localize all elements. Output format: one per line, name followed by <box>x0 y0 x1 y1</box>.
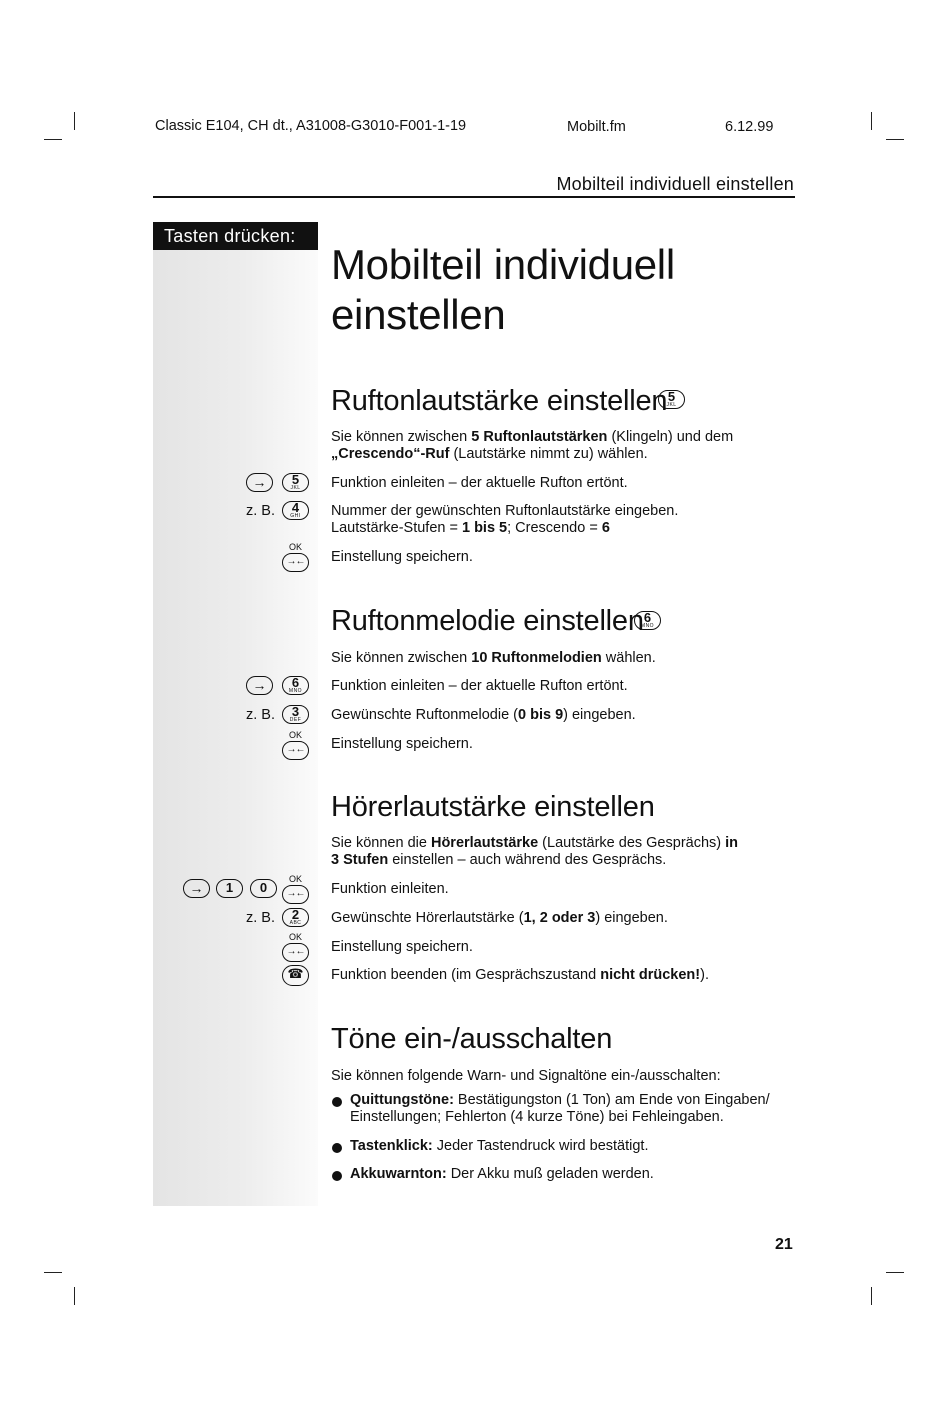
section1-step1: Funktion einleiten – der aktuelle Rufton ertönt. <box>331 475 628 491</box>
key-digit: 6 <box>643 610 652 625</box>
header-date: 6.12.99 <box>725 119 774 135</box>
text-bold: Hörerlautstärke <box>430 835 539 851</box>
text-bold: 6 <box>601 520 610 536</box>
section2-step1: Funktion einleiten – der aktuelle Rufton ertönt. <box>331 678 628 694</box>
text-bold: 5 Ruftonlautstärken <box>471 429 608 445</box>
section-heading-text: Ruftonlautstärke einstellen <box>331 385 668 417</box>
text: Funktion beenden (im Gesprächszustand <box>331 967 601 983</box>
list-item-term: Quittungstöne: <box>350 1092 454 1108</box>
ok-key-body <box>282 553 309 572</box>
section1-intro <box>331 429 791 463</box>
sidebar-label: Tasten drücken: <box>153 222 318 250</box>
section-heading-toene <box>331 1022 612 1056</box>
key-5-icon <box>658 390 685 409</box>
text: (Lautstärke des Gesprächs) <box>538 835 726 851</box>
ok-label: OK <box>288 932 302 942</box>
menu-arrow-key-icon <box>183 879 210 898</box>
text-bold: 0 bis 9 <box>518 707 564 723</box>
text: wählen. <box>601 650 656 666</box>
text-bold: 1 bis 5 <box>461 520 508 536</box>
section-heading-ruftonlautstaerke <box>331 384 667 418</box>
section-heading-text: Töne ein-/ausschalten <box>331 1023 613 1055</box>
key-letters: MNO <box>640 623 655 629</box>
text: ) eingeben. <box>595 910 668 926</box>
ok-label: OK <box>288 874 302 884</box>
bullet-icon <box>332 1143 342 1153</box>
text-bold: nicht drücken! <box>600 967 701 983</box>
key-digit: 6 <box>291 675 300 690</box>
ok-key-icon <box>282 932 309 962</box>
menu-arrow-key-icon <box>246 473 273 492</box>
text-bold: 10 Ruftonmelodien <box>471 650 602 666</box>
menu-arrow-key-icon <box>246 676 273 695</box>
page-title-line2: einstellen <box>331 291 506 338</box>
list-item-text: Jeder Tastendruck wird bestätigt. <box>432 1138 649 1154</box>
ok-key-body <box>282 885 309 904</box>
header-document-id: Classic E104, CH dt., A31008-G3010-F001-1-19 <box>155 118 467 134</box>
section-heading-text: Hörerlautstärke einstellen <box>331 791 655 823</box>
text: (Lautstärke nimmt zu) wählen. <box>449 446 648 462</box>
ok-key-body <box>282 741 309 760</box>
list-item <box>350 1166 795 1183</box>
crop-mark <box>44 1272 62 1273</box>
key-digit: 2 <box>291 907 300 922</box>
header-rule <box>153 196 795 198</box>
ok-key-icon <box>282 542 309 572</box>
key-symbol: →← <box>286 946 305 957</box>
text: ). <box>700 967 709 983</box>
section2-step2 <box>331 707 791 724</box>
text: Gewünschte Ruftonmelodie ( <box>331 707 518 723</box>
text-bold: „Crescendo“-Ruf <box>331 446 450 462</box>
list-item-text: Einstellungen; Fehlerton (4 kurze Töne) bei Fehleingaben. <box>350 1109 724 1125</box>
key-letters: JKL <box>290 485 301 491</box>
key-symbol: → <box>252 474 267 490</box>
ok-key-icon <box>282 874 309 904</box>
text-bold: 1, 2 oder 3 <box>523 910 596 926</box>
crop-mark <box>886 1272 904 1273</box>
crop-mark <box>871 1287 872 1305</box>
key-symbol: →← <box>286 556 305 567</box>
section3-step1: Funktion einleiten. <box>331 881 449 897</box>
key-6-icon <box>634 611 661 630</box>
bullet-icon <box>332 1171 342 1181</box>
key-0-icon <box>250 879 277 898</box>
key-digit: 5 <box>291 472 300 487</box>
list-item-text: Der Akku muß geladen werden. <box>446 1166 654 1182</box>
list-item-term: Tastenklick: <box>350 1138 433 1154</box>
ok-key-icon <box>282 730 309 760</box>
key-2-icon <box>282 908 309 927</box>
page-title-line1: Mobilteil individuell <box>331 241 675 288</box>
section1-step2 <box>331 503 791 537</box>
text-bold: in <box>725 835 739 851</box>
header-filename: Mobilt.fm <box>567 119 626 135</box>
section3-step4 <box>331 967 791 984</box>
example-label: z. B. <box>246 503 276 519</box>
crop-mark <box>871 112 872 130</box>
text: Nummer der gewünschten Ruftonlautstärke eingeben. <box>331 503 679 519</box>
key-4-icon <box>282 501 309 520</box>
bullet-icon <box>332 1097 342 1107</box>
section2-intro <box>331 650 791 667</box>
key-1-icon <box>216 879 243 898</box>
crop-mark <box>74 112 75 130</box>
example-label: z. B. <box>246 707 276 723</box>
section-heading-ruftonmelodie <box>331 604 644 638</box>
key-letters: DEF <box>289 717 302 723</box>
key-letters: MNO <box>288 688 303 694</box>
text: (Klingeln) und dem <box>607 429 734 445</box>
section3-step2 <box>331 910 791 927</box>
text: Sie können zwischen <box>331 429 472 445</box>
text: Sie können zwischen <box>331 650 472 666</box>
key-3-icon <box>282 705 309 724</box>
key-symbol: → <box>189 880 204 896</box>
section-heading-hoererlautstaerke <box>331 790 655 824</box>
section3-step3: Einstellung speichern. <box>331 939 473 955</box>
page-number: 21 <box>775 1236 793 1253</box>
key-digit: 5 <box>667 389 676 404</box>
text-bold: 3 Stufen <box>331 852 389 868</box>
list-item <box>350 1092 795 1126</box>
ok-key-body <box>282 943 309 962</box>
key-symbol: → <box>252 677 267 693</box>
section1-step3: Einstellung speichern. <box>331 549 473 565</box>
example-label: z. B. <box>246 910 276 926</box>
section2-step3: Einstellung speichern. <box>331 736 473 752</box>
key-digit: 4 <box>291 500 300 515</box>
key-6-icon <box>282 676 309 695</box>
section4-intro: Sie können folgende Warn- und Signaltöne ein-/ausschalten: <box>331 1068 721 1084</box>
key-digit: 0 <box>259 880 268 895</box>
text: Gewünschte Hörerlautstärke ( <box>331 910 524 926</box>
end-call-key-icon <box>282 965 309 986</box>
key-letters: ABC <box>289 920 302 926</box>
list-item <box>350 1138 795 1155</box>
crop-mark <box>44 139 62 140</box>
section3-intro <box>331 835 791 869</box>
key-letters: GHI <box>290 513 301 519</box>
text: Sie können die <box>331 835 431 851</box>
key-symbol: ☎ <box>287 966 304 981</box>
text: ; Crescendo = <box>507 520 602 536</box>
section-heading-text: Ruftonmelodie einstellen <box>331 605 644 637</box>
text: Lautstärke-Stufen = <box>331 520 462 536</box>
ok-label: OK <box>288 542 302 552</box>
key-symbol: →← <box>286 888 305 899</box>
key-digit: 1 <box>225 880 234 895</box>
text: einstellen – auch während des Gesprächs. <box>388 852 667 868</box>
key-digit: 3 <box>291 704 300 719</box>
text: ) eingeben. <box>563 707 636 723</box>
crop-mark <box>886 139 904 140</box>
running-title: Mobilteil individuell einstellen <box>556 174 794 194</box>
list-item-text: Bestätigungston (1 Ton) am Ende von Eingaben/ <box>453 1092 770 1108</box>
crop-mark <box>74 1287 75 1305</box>
key-5-icon <box>282 473 309 492</box>
list-item-term: Akkuwarnton: <box>350 1166 447 1182</box>
ok-label: OK <box>288 730 302 740</box>
key-symbol: →← <box>286 744 305 755</box>
key-letters: JKL <box>666 402 677 408</box>
page-title <box>331 240 675 340</box>
